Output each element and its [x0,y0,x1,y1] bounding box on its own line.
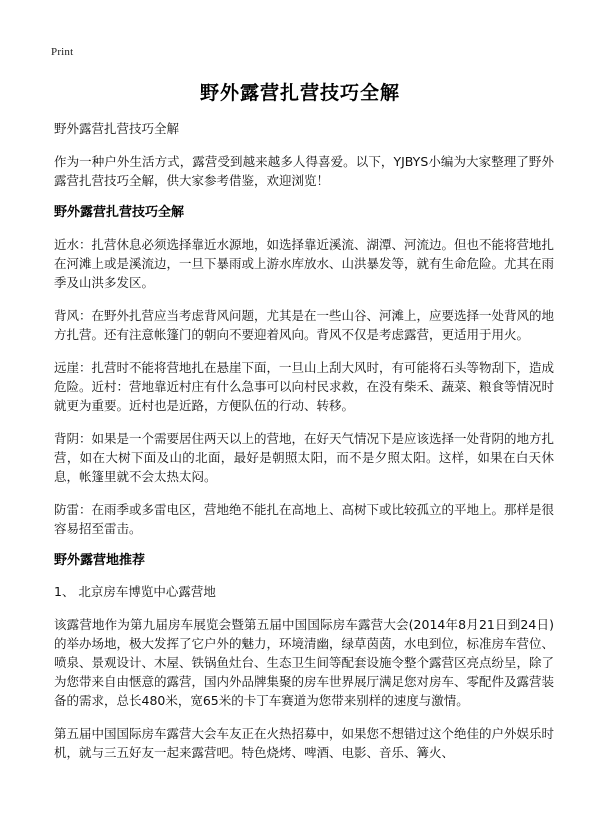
list-item-campsite: 1、 北京房车博览中心露营地 [54,584,216,599]
article-body [54,120,554,776]
article-subtitle: 野外露营扎营技巧全解 [54,121,180,136]
paragraph-campsite-event: 第五届中国国际房车露营大会车友正在火热招募中，如果您不想错过这个绝佳的户外娱乐时机，就与三五好友一起来露营吧。特色烧烤、啤酒、电影、音乐、篝火、 [54,726,555,760]
paragraph-lightning: 防雷：在雨季或多雷电区，营地绝不能扎在高地上、高树下或比较孤立的平地上。那样是很容易招至雷击。 [54,502,555,536]
section-heading-tips: 野外露营扎营技巧全解 [54,205,185,220]
intro-paragraph: 作为一种户外生活方式，露营受到越来越多人得喜爱。以下，YJBYS小编为大家整理了野外露营扎营技巧全解，供大家参考借鉴，欢迎浏览！ [54,154,554,188]
section-heading-recommendations: 野外露营地推荐 [54,553,146,568]
paragraph-near-water: 近水：扎营休息必须选择靠近水源地，如选择靠近溪流、湖潭、河流边。但也不能将营地扎在河滩上或是溪流边，一旦下暴雨或上游水库放水、山洪暴发等，就有生命危险。尤其在雨季及山洪多发区。 [54,237,555,290]
paragraph-campsite-description: 该露营地作为第九届房车展览会暨第五届中国国际房车露营大会(2014年8月21日到24日)的举办场地，极大发挥了它户外的魅力，环境清幽，绿草茵茵，水电到位，标准房车营位、喷泉、景观设计、木屋、铁锅鱼灶台、生态卫生间等配套设施令整个露营区亮点纷呈，除了为您带来自由惬意的露营，国内外品牌集聚的房车世界展厅满足您对房车、零配件及露营装备的需求，总长480米，宽65米的卡丁车赛道为您带来别样的速度与激情。 [54,617,555,708]
print-label[interactable]: Print [51,46,74,58]
paragraph-away-from-cliff: 远崖：扎营时不能将营地扎在悬崖下面，一旦山上刮大风时，有可能将石头等物刮下，造成危险。近村：营地靠近村庄有什么急事可以向村民求救，在没有柴禾、蔬菜、粮食等情况时就更为重要。近村也是近路，方便队伍的行动、转移。 [54,360,555,413]
paragraph-shade: 背阴：如果是一个需要居住两天以上的营地，在好天气情况下是应该选择一处背阴的地方扎营，如在大树下面及山的北面，最好是朝照太阳，而不是夕照太阳。这样，如果在白天休息，帐篷里就不会太热太闷。 [54,431,555,484]
paragraph-leeward: 背风：在野外扎营应当考虑背风问题，尤其是在一些山谷、河滩上，应要选择一处背风的地方扎营。还有注意帐篷门的朝向不要迎着风向。背风不仅是考虑露营，更适用于用火。 [54,308,555,342]
document-title: 野外露营扎营技巧全解 [199,82,400,104]
